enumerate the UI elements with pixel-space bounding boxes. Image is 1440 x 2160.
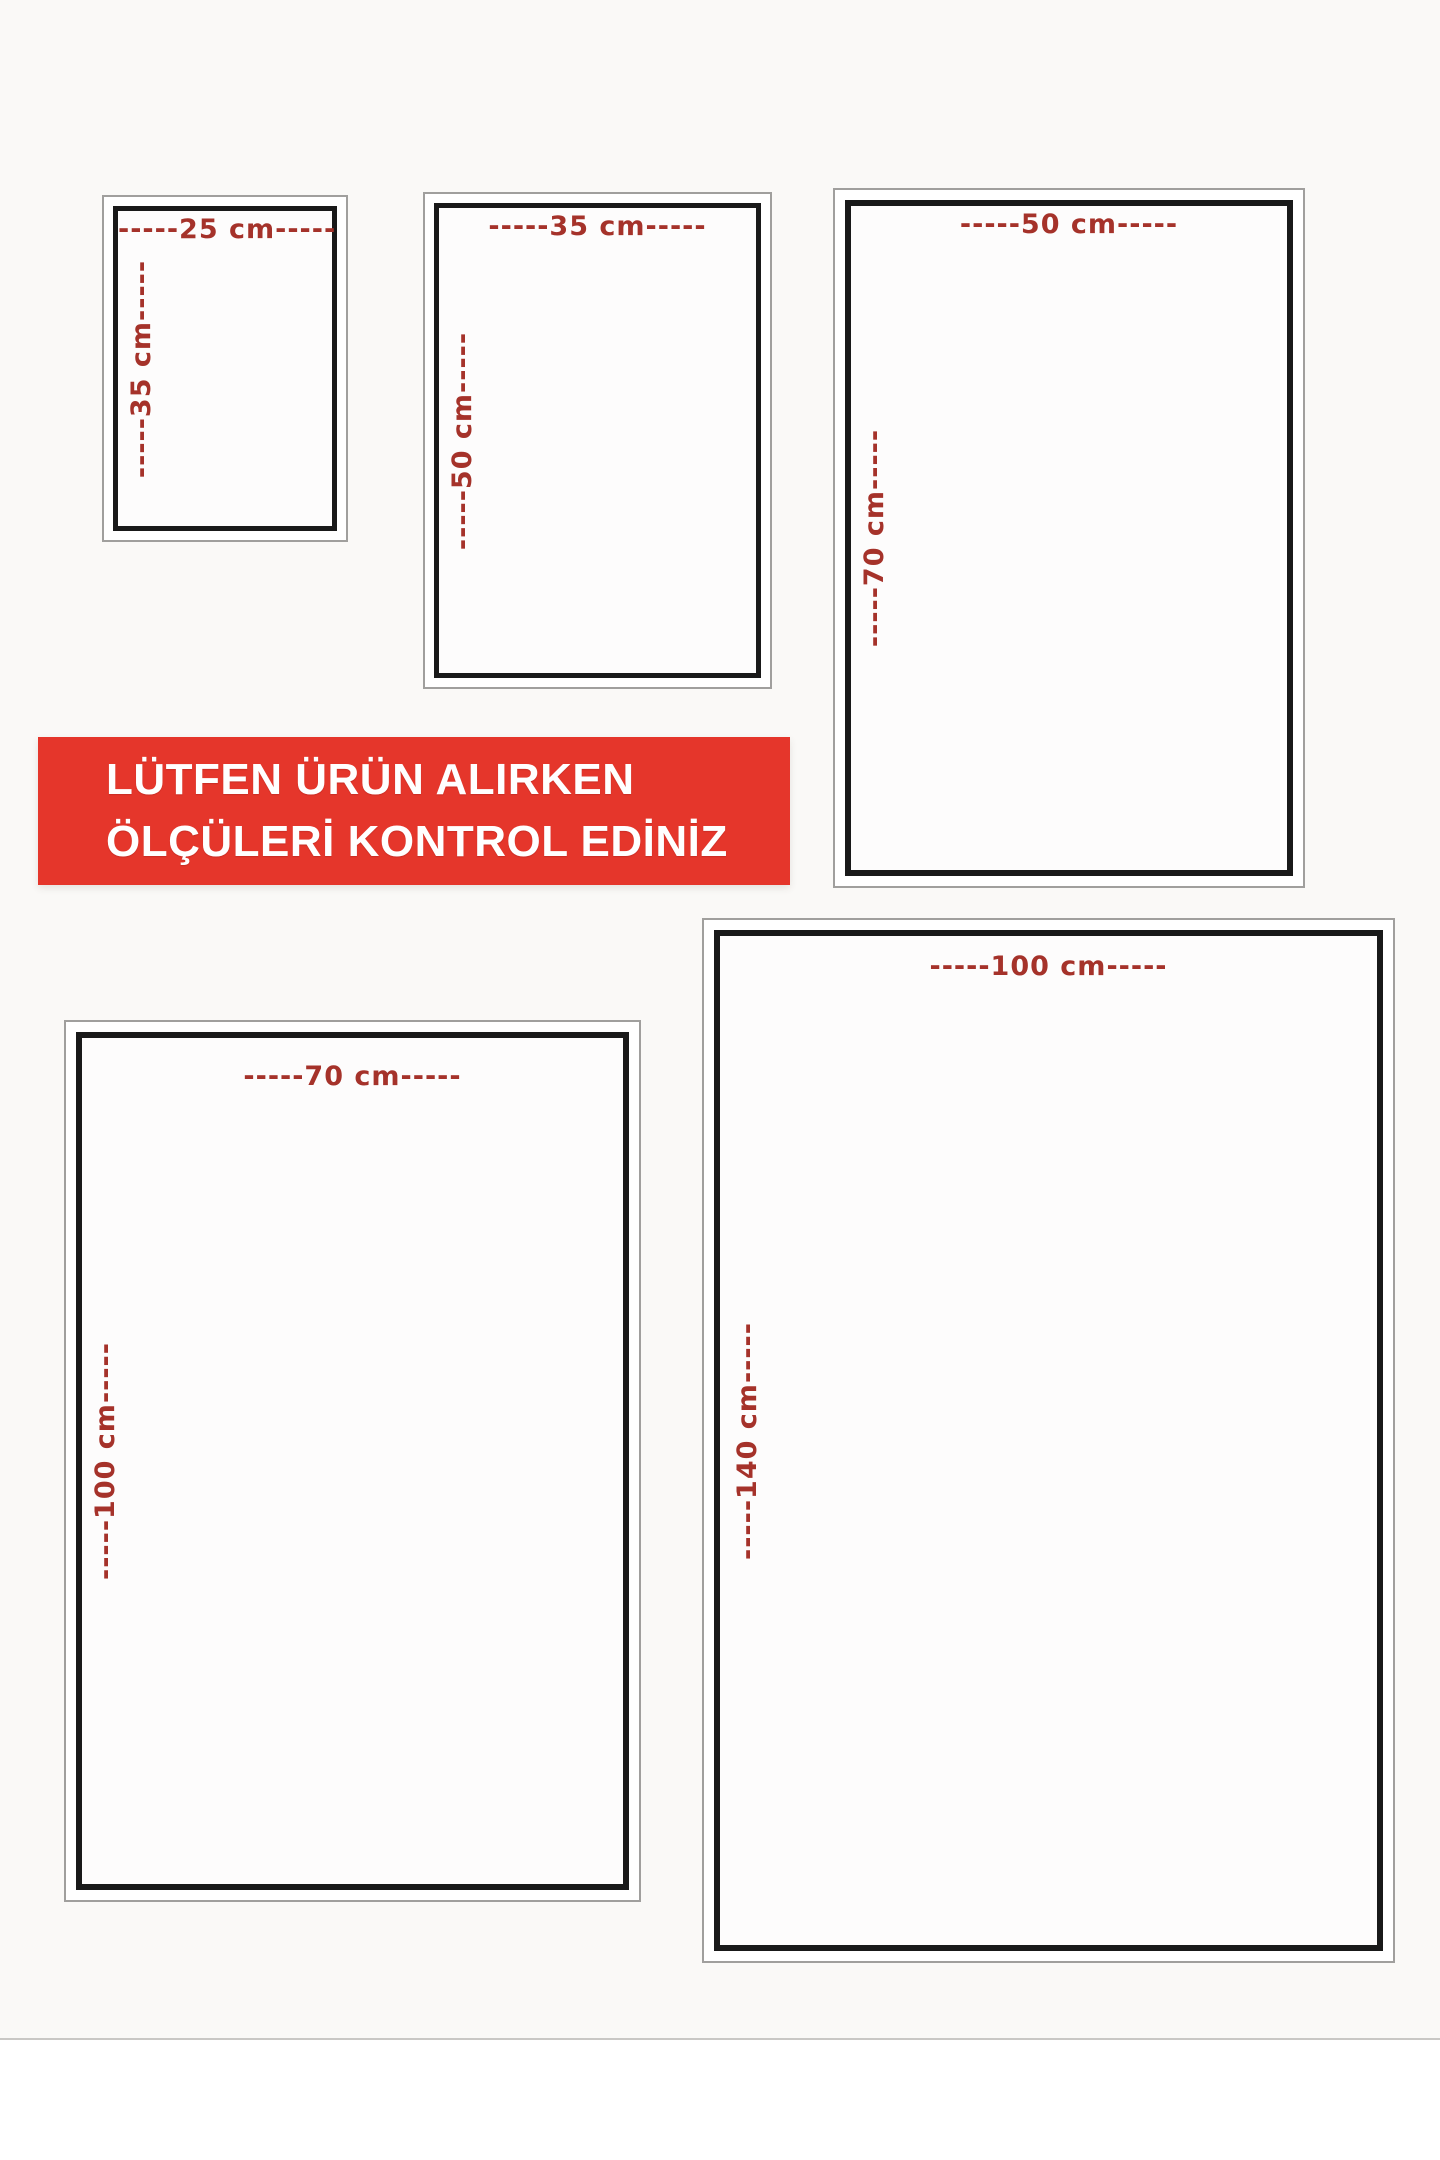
height-dimension-label-70cm: -----70 cm----- [859, 428, 890, 648]
width-dimension-label-25cm: -----25 cm----- [118, 214, 337, 245]
size-box-border-50x70 [845, 200, 1293, 876]
size-box-border-100x140 [714, 930, 1383, 1951]
notice-banner [38, 737, 790, 885]
height-dimension-label-50cm: -----50 cm----- [447, 331, 478, 550]
page-bottom-margin [0, 2040, 1440, 2160]
notice-line-1: LÜTFEN ÜRÜN ALIRKEN [106, 755, 635, 804]
size-diagram-35x50 [423, 192, 772, 689]
size-box-border-70x100 [76, 1032, 629, 1890]
size-diagram-25x35 [102, 195, 348, 542]
height-dimension-label-100cm: -----100 cm----- [90, 1342, 121, 1580]
size-diagram-100x140 [702, 918, 1395, 1963]
size-box-border-25x35 [113, 206, 337, 531]
height-dimension-label-140cm: -----140 cm----- [732, 1321, 763, 1560]
height-dimension-label-35cm: -----35 cm----- [126, 259, 157, 478]
width-dimension-label-70cm: -----70 cm----- [243, 1061, 462, 1092]
width-dimension-label-35cm: -----35 cm----- [488, 211, 707, 242]
notice-line-2: ÖLÇÜLERİ KONTROL EDİNİZ [106, 817, 728, 866]
width-dimension-label-50cm: -----50 cm----- [959, 209, 1179, 240]
size-diagram-70x100 [64, 1020, 641, 1902]
size-diagram-50x70 [833, 188, 1305, 888]
width-dimension-label-100cm: -----100 cm----- [929, 951, 1168, 982]
size-box-border-35x50 [434, 203, 761, 678]
